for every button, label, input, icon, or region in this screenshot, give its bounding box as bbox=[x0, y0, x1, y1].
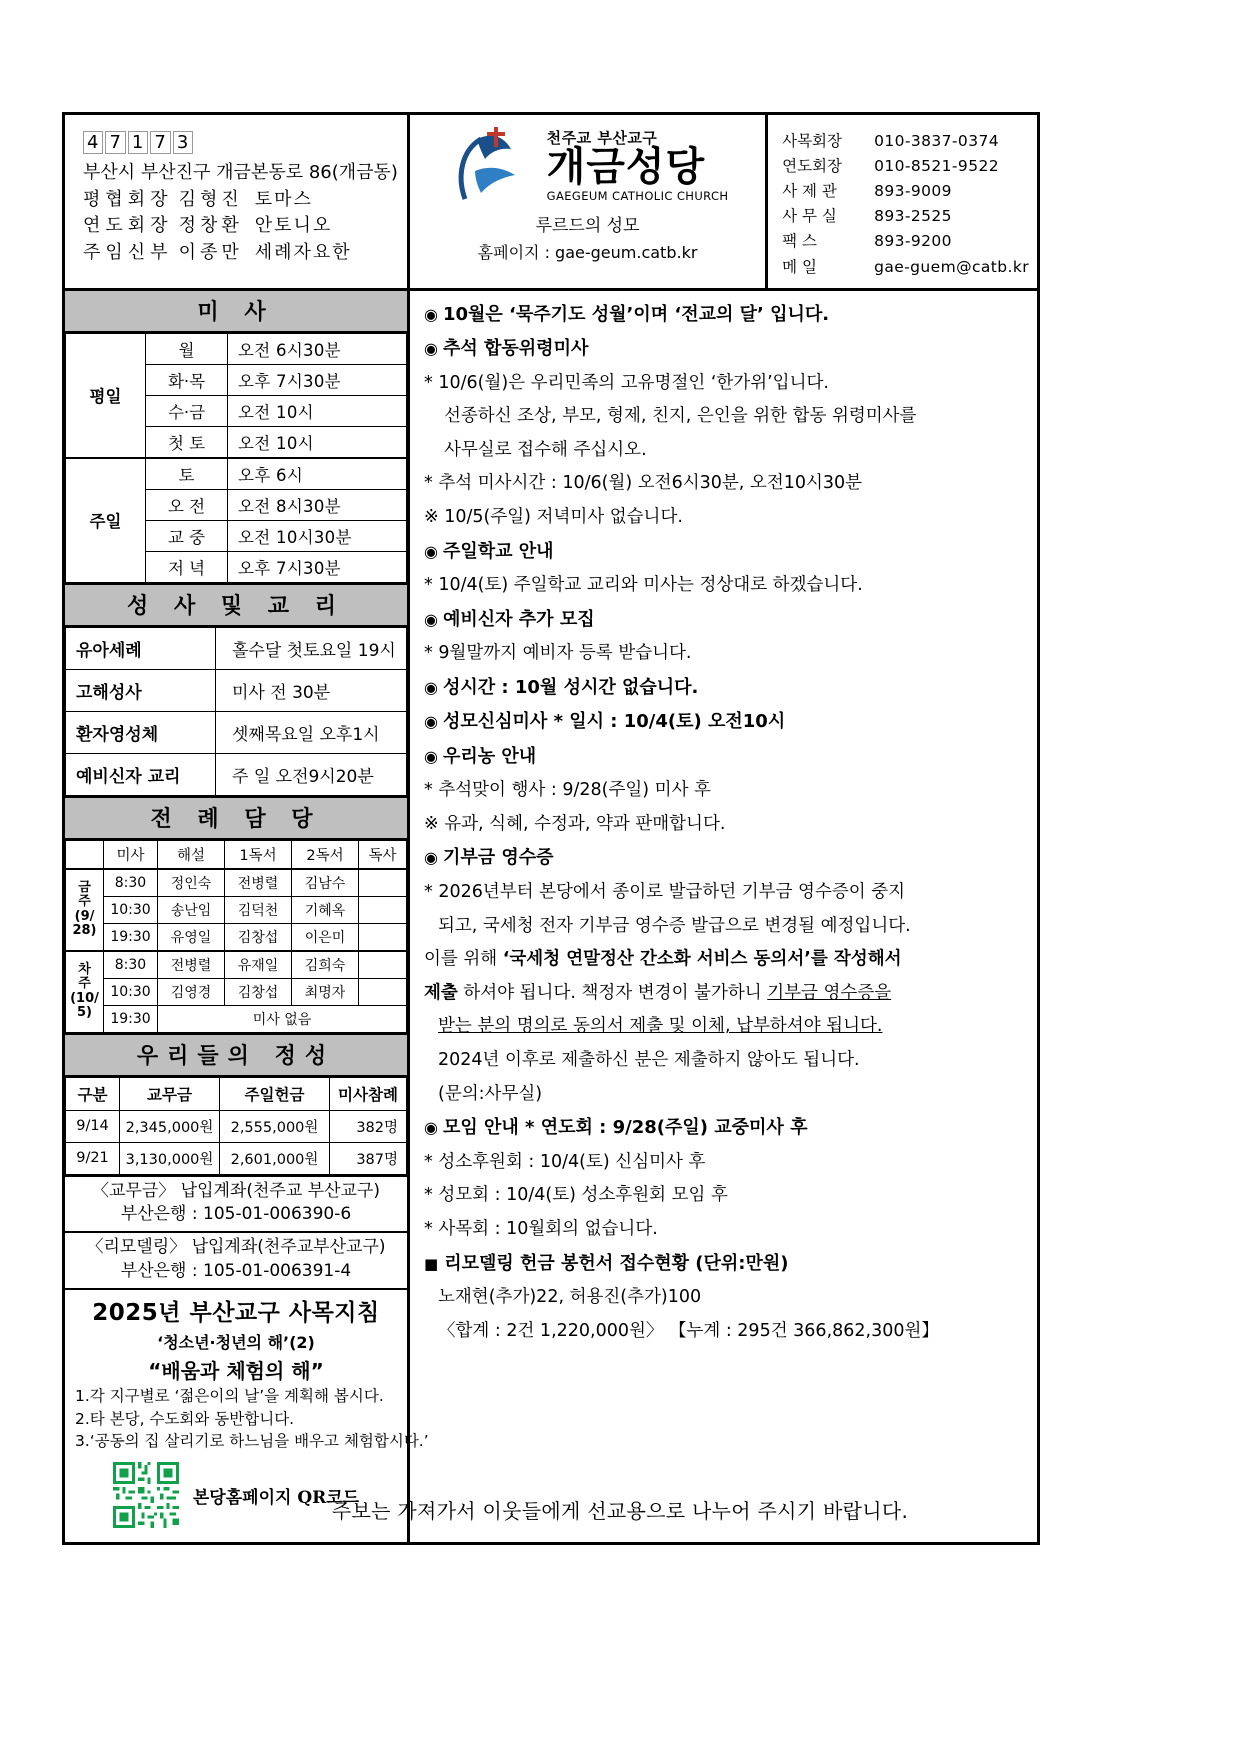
contact-value[interactable]: gae-guem@catb.kr bbox=[874, 257, 1029, 276]
sacrament-label: 유아세례 bbox=[66, 627, 216, 669]
contact-label: 연도회장 bbox=[782, 157, 843, 176]
announcement-text: 추석 합동위령미사 bbox=[442, 338, 589, 360]
star-icon: * bbox=[424, 643, 439, 664]
officer-role: 평협회장 bbox=[83, 188, 173, 210]
announcement-text: 기부금 영수증 bbox=[442, 847, 554, 869]
commentator: 김영경 bbox=[158, 978, 225, 1005]
contact-row bbox=[782, 179, 1029, 204]
announcement-text: 10월은 ‘묵주기도 성월’이며 ‘전교의 달’ 입니다. bbox=[442, 303, 830, 325]
table-header-row bbox=[66, 1077, 407, 1110]
liturgy-roster-table bbox=[65, 840, 407, 1033]
notice-text: 를 작성해서 bbox=[810, 949, 902, 970]
church-logo-icon bbox=[447, 125, 543, 205]
reading1: 김덕천 bbox=[225, 896, 292, 923]
table-row bbox=[66, 896, 407, 923]
commentator: 전병렬 bbox=[158, 951, 225, 979]
contact-value: 010-3837-0374 bbox=[874, 132, 999, 150]
sacrament-value: 셋째목요일 오후1시 bbox=[216, 711, 407, 753]
announcement-item bbox=[424, 301, 1029, 329]
announcement-item bbox=[424, 606, 1029, 634]
table-row bbox=[66, 978, 407, 1005]
bullet-icon: ◉ bbox=[424, 339, 438, 359]
mass-time: 8:30 bbox=[104, 951, 158, 979]
sacraments-section-title: 성 사 및 교 리 bbox=[65, 583, 407, 627]
notice-emphasis: ‘국세청 연말정산 간소화 서비스 동의서’ bbox=[502, 949, 811, 970]
bullet-icon: ◉ bbox=[424, 677, 438, 697]
announcement-text: 추석 미사시간 : 10/6(월) 오전6시30분, 오전10시30분 bbox=[438, 473, 863, 494]
parish-address-block bbox=[65, 115, 410, 288]
mass-time: 오전 10시 bbox=[228, 395, 407, 426]
meeting-item bbox=[424, 1149, 1029, 1177]
notice-underline: 받는 분의 명의로 동의서 제출 및 이체, 납부하셔야 됩니다. bbox=[438, 1016, 883, 1037]
meeting-text: 사목회 : 10월회의 없습니다. bbox=[438, 1219, 658, 1240]
officer-row-0 bbox=[83, 187, 397, 214]
announcement-item: 선종하신 조상, 부모, 형제, 친지, 은인을 위한 합동 위령미사를 bbox=[444, 406, 917, 427]
star-icon: * bbox=[424, 473, 439, 494]
announcement-item bbox=[424, 470, 1029, 498]
mass-time: 19:30 bbox=[104, 923, 158, 951]
mass-time: 오후 7시30분 bbox=[228, 364, 407, 395]
contact-row bbox=[782, 229, 1029, 254]
mass-section-title: 미 사 bbox=[65, 291, 407, 333]
cantor bbox=[359, 896, 407, 923]
receipt-notice-line-4 bbox=[424, 980, 1029, 1008]
bullet-icon: ◉ bbox=[424, 848, 438, 868]
reference-mark-icon: ※ bbox=[424, 813, 445, 834]
contact-row bbox=[782, 129, 1029, 154]
bullet-icon: ◉ bbox=[424, 609, 438, 629]
mass-time: 오전 8시30분 bbox=[228, 489, 407, 520]
patron-name: 루르드의 성모 bbox=[535, 216, 640, 236]
remodeling-title bbox=[424, 1250, 1029, 1278]
announcement-text: 9월말까지 예비자 등록 받습니다. bbox=[438, 643, 692, 664]
guideline-item: 2.타 본당, 수도회와 동반합니다. bbox=[75, 1409, 295, 1428]
officer-row-1 bbox=[83, 213, 397, 240]
dues-account-number: 부산은행 : 105-01-006390-6 bbox=[120, 1204, 352, 1225]
reference-mark-icon: ※ bbox=[424, 507, 445, 528]
mass-day: 교 중 bbox=[146, 520, 228, 551]
mass-time: 오전 10시30분 bbox=[228, 520, 407, 551]
bullet-icon: ◉ bbox=[424, 541, 438, 561]
mass-day: 화·목 bbox=[146, 364, 228, 395]
bulletin-header bbox=[65, 115, 1037, 288]
announcement-item bbox=[424, 504, 1029, 532]
col-attendance: 미사참례 bbox=[330, 1077, 407, 1110]
mass-time: 오전 10시 bbox=[228, 426, 407, 458]
announcement-text: 성모신심미사 * 일시 : 10/4(토) 오전10시 bbox=[442, 711, 786, 733]
street-address: 부산시 부산진구 개금본동로 86(개금동) bbox=[83, 162, 398, 183]
officer-role: 연도회장 bbox=[83, 215, 173, 237]
announcement-text: 10/4(토) 주일학교 교리와 미사는 정상대로 하겠습니다. bbox=[438, 575, 863, 596]
contact-label: 메 일 bbox=[782, 257, 817, 276]
announcement-item bbox=[424, 640, 1029, 668]
col-sunday-offering: 주일헌금 bbox=[220, 1077, 330, 1110]
notice-underline: 기부금 영수증을 bbox=[767, 982, 892, 1003]
contact-value: 893-2525 bbox=[874, 207, 952, 226]
mass-day: 수·금 bbox=[146, 395, 228, 426]
mass-day: 오 전 bbox=[146, 489, 228, 520]
col-cantor: 독사 bbox=[359, 840, 407, 869]
receipt-notice-line-2: 되고, 국세청 전자 기부금 영수증 발급으로 변경될 예정입니다. bbox=[438, 915, 911, 936]
offering-attendance: 382명 bbox=[330, 1110, 407, 1142]
contact-row bbox=[782, 204, 1029, 229]
reading1: 전병렬 bbox=[225, 869, 292, 897]
col-dues: 교무금 bbox=[120, 1077, 220, 1110]
square-bullet-icon: ■ bbox=[424, 1254, 439, 1273]
officer-row-2 bbox=[83, 240, 397, 267]
announcement-text: 주일학교 안내 bbox=[442, 540, 554, 562]
meeting-item bbox=[424, 1182, 1029, 1210]
reading2: 최명자 bbox=[292, 978, 359, 1005]
table-row bbox=[66, 1142, 407, 1174]
notice-emphasis: 제출 bbox=[424, 982, 458, 1003]
receipt-notice-line-1: * 2026년부터 본당에서 종이로 발급하던 기부금 영수증이 중지 bbox=[424, 881, 906, 902]
sacraments-table bbox=[65, 627, 407, 796]
table-row bbox=[66, 333, 407, 364]
offering-dues: 2,345,000원 bbox=[120, 1110, 220, 1142]
announcements-column bbox=[410, 291, 1037, 1542]
table-header-row bbox=[66, 840, 407, 869]
zip-code: 4 7 1 7 3 bbox=[83, 131, 397, 154]
table-row bbox=[66, 458, 407, 490]
meeting-text: 성소후원회 : 10/4(토) 신심미사 후 bbox=[438, 1151, 706, 1172]
announcement-item bbox=[424, 538, 1029, 566]
table-row bbox=[66, 753, 407, 795]
star-icon: * bbox=[424, 372, 439, 393]
col-mass: 미사 bbox=[104, 840, 158, 869]
mass-day: 저 녁 bbox=[146, 551, 228, 582]
cantor bbox=[359, 978, 407, 1005]
next-week-label: 차 주 (10/ 5) bbox=[66, 951, 104, 1033]
announcement-item bbox=[424, 844, 1029, 872]
contact-label: 사 무 실 bbox=[782, 207, 837, 226]
guidelines-subtitle-1: ‘청소년·청년의 해’(2) bbox=[157, 1332, 315, 1352]
star-icon: * bbox=[424, 780, 439, 801]
offering-sunday: 2,601,000원 bbox=[220, 1142, 330, 1174]
sacrament-label: 환자영성체 bbox=[66, 711, 216, 753]
col-week bbox=[66, 840, 104, 869]
cantor bbox=[359, 923, 407, 951]
announcement-text: 우리농 안내 bbox=[442, 745, 537, 767]
offering-sunday: 2,555,000원 bbox=[220, 1110, 330, 1142]
meeting-item bbox=[424, 1216, 1029, 1244]
announcement-text: 추석맞이 행사 : 9/28(주일) 미사 후 bbox=[438, 780, 711, 801]
announcement-text: 10/5(주일) 저녁미사 없습니다. bbox=[444, 507, 683, 528]
guideline-item: 1.각 지구별로 ‘젊은이의 날’을 계획해 봅시다. bbox=[75, 1386, 384, 1405]
table-row bbox=[66, 627, 407, 669]
remodeling-title-text: 리모델링 헌금 봉헌서 접수현황 (단위:만원) bbox=[444, 1252, 789, 1274]
offerings-table bbox=[65, 1077, 407, 1175]
star-icon: * bbox=[424, 1185, 439, 1206]
officer-saint: 세례자요한 bbox=[254, 241, 352, 263]
officer-name: 정창환 bbox=[178, 215, 243, 237]
meeting-text: 모임 안내 * 연도회 : 9/28(주일) 교중미사 후 bbox=[442, 1117, 808, 1139]
reading2: 기혜옥 bbox=[292, 896, 359, 923]
liturgy-section-title: 전 례 담 당 bbox=[65, 796, 407, 840]
announcement-text: 예비신자 추가 모집 bbox=[442, 608, 595, 630]
notice-text: 하셔야 됩니다. 책정자 변경이 불가하니 bbox=[457, 982, 768, 1003]
reading2: 김남수 bbox=[292, 869, 359, 897]
remodeling-account-number: 부산은행 : 105-01-006391-4 bbox=[120, 1261, 352, 1282]
no-mass-note: 미사 없음 bbox=[158, 1005, 407, 1032]
this-week-label: 금 주 (9/ 28) bbox=[66, 869, 104, 951]
receipt-notice-contact: (문의:사무실) bbox=[438, 1083, 543, 1104]
table-row bbox=[66, 1005, 407, 1032]
offering-dues: 3,130,000원 bbox=[120, 1142, 220, 1174]
mass-time: 오후 6시 bbox=[228, 458, 407, 490]
sacrament-label: 고해성사 bbox=[66, 669, 216, 711]
table-row bbox=[66, 869, 407, 897]
sacrament-value: 미사 전 30분 bbox=[216, 669, 407, 711]
contact-value: 893-9009 bbox=[874, 182, 952, 201]
officer-name: 김형진 bbox=[178, 188, 243, 210]
mass-schedule-table bbox=[65, 333, 407, 583]
receipt-notice-line-5 bbox=[424, 1013, 1029, 1041]
mass-day: 토 bbox=[146, 458, 228, 490]
left-column bbox=[65, 291, 429, 1542]
reading1: 김창섭 bbox=[225, 923, 292, 951]
announcement-item bbox=[424, 708, 1029, 736]
weekday-group-label: 평일 bbox=[66, 333, 146, 458]
commentator: 송난임 bbox=[158, 896, 225, 923]
remodeling-donors: 노재현(추가)22, 허용진(추가)100 bbox=[438, 1287, 702, 1308]
meeting-item bbox=[424, 1114, 1029, 1142]
contact-list bbox=[768, 115, 1037, 288]
table-row bbox=[66, 711, 407, 753]
announcement-text: 유과, 식혜, 수정과, 약과 판매합니다. bbox=[444, 813, 726, 834]
offering-date: 9/14 bbox=[66, 1110, 120, 1142]
notice-text: 이를 위해 bbox=[424, 949, 503, 970]
announcement-item bbox=[424, 335, 1029, 363]
receipt-notice-line-6: 2024년 이후로 제출하신 분은 제출하지 않아도 됩니다. bbox=[438, 1050, 860, 1071]
col-date: 구분 bbox=[66, 1077, 120, 1110]
bulletin-footer: 주보는 가져가서 이웃들에게 선교용으로 나누어 주시기 바랍니다. bbox=[331, 1499, 909, 1523]
cantor bbox=[359, 951, 407, 979]
announcement-item bbox=[424, 811, 1029, 839]
commentator: 유영일 bbox=[158, 923, 225, 951]
bullet-icon: ◉ bbox=[424, 1118, 438, 1138]
bullet-icon: ◉ bbox=[424, 304, 438, 324]
bulletin-page bbox=[62, 112, 1040, 1545]
offering-attendance: 387명 bbox=[330, 1142, 407, 1174]
star-icon: * bbox=[424, 1151, 439, 1172]
dues-account-block bbox=[65, 1175, 407, 1234]
guideline-item: 3.‘공동의 집 살리기로 하느님을 배우고 체험합시다.’ bbox=[75, 1432, 429, 1451]
offering-date: 9/21 bbox=[66, 1142, 120, 1174]
sacrament-value: 주 일 오전9시20분 bbox=[216, 753, 407, 795]
star-icon: * bbox=[424, 575, 439, 596]
remodeling-total: 〈합계 : 2건 1,220,000원〉 【누계 : 295건 366,862,300원】 bbox=[438, 1320, 939, 1341]
officer-role: 주임신부 bbox=[83, 241, 173, 263]
announcement-text: 10/6(월)은 우리민족의 고유명절인 ‘한가위’입니다. bbox=[438, 372, 829, 393]
announcement-item bbox=[424, 743, 1029, 771]
bullet-icon: ◉ bbox=[424, 712, 438, 732]
diocese-name: 천주교 부산교구 bbox=[546, 129, 658, 148]
table-row bbox=[66, 951, 407, 979]
table-row bbox=[66, 1110, 407, 1142]
guidelines-title: 2025년 부산교구 사목지침 bbox=[92, 1299, 380, 1326]
reading2: 이은미 bbox=[292, 923, 359, 951]
mass-time: 오전 6시30분 bbox=[228, 333, 407, 364]
contact-value: 893-9200 bbox=[874, 232, 952, 251]
homepage-url[interactable]: 홈페이지 : gae-geum.catb.kr bbox=[477, 243, 698, 262]
officer-saint: 토마스 bbox=[254, 188, 313, 210]
col-reading1: 1독서 bbox=[225, 840, 292, 869]
dues-account-title: 〈교무금〉 납입계좌(천주교 부산교구) bbox=[92, 1180, 380, 1201]
contact-label: 사 제 관 bbox=[782, 182, 837, 201]
announcement-item bbox=[424, 370, 1029, 398]
remodeling-account-block bbox=[65, 1233, 407, 1290]
announcement-item bbox=[424, 572, 1029, 600]
qr-code-label: 본당홈페이지 QR코드 bbox=[192, 1487, 360, 1508]
reading2: 김희숙 bbox=[292, 951, 359, 979]
reading1: 김창섭 bbox=[225, 978, 292, 1005]
mass-day: 첫 토 bbox=[146, 426, 228, 458]
bullet-icon: ◉ bbox=[424, 746, 438, 766]
remodeling-account-title: 〈리모델링〉 납입계좌(천주교부산교구) bbox=[86, 1237, 386, 1258]
announcement-item bbox=[424, 777, 1029, 805]
mass-day: 월 bbox=[146, 333, 228, 364]
col-reading2: 2독서 bbox=[292, 840, 359, 869]
table-row bbox=[66, 669, 407, 711]
mass-time: 10:30 bbox=[104, 896, 158, 923]
contact-label: 사목회장 bbox=[782, 132, 843, 150]
cantor bbox=[359, 869, 407, 897]
contact-row bbox=[782, 154, 1029, 179]
guidelines-subtitle-2: “배움과 체험의 해” bbox=[148, 1358, 324, 1383]
commentator: 정인숙 bbox=[158, 869, 225, 897]
announcement-text: 성시간 : 10월 성시간 없습니다. bbox=[442, 676, 699, 698]
mass-time: 19:30 bbox=[104, 1005, 158, 1032]
mass-time: 오후 7시30분 bbox=[228, 551, 407, 582]
offerings-section-title: 우리들의 정성 bbox=[65, 1033, 407, 1077]
officer-saint: 안토니오 bbox=[254, 215, 333, 237]
church-name: 개금성당 bbox=[546, 144, 706, 191]
announcement-item: 사무실로 접수해 주십시오. bbox=[444, 439, 647, 460]
table-row bbox=[66, 923, 407, 951]
col-commentator: 해설 bbox=[158, 840, 225, 869]
announcement-item bbox=[424, 674, 1029, 702]
contact-value: 010-8521-9522 bbox=[874, 157, 999, 176]
contact-label: 팩 스 bbox=[782, 232, 817, 251]
receipt-notice-line-3 bbox=[424, 946, 1029, 974]
meeting-text: 성모회 : 10/4(토) 성소후원회 모임 후 bbox=[438, 1185, 728, 1206]
sacrament-label: 예비신자 교리 bbox=[66, 753, 216, 795]
officer-name: 이종만 bbox=[178, 241, 243, 263]
mass-time: 10:30 bbox=[104, 978, 158, 1005]
star-icon: * bbox=[424, 1219, 439, 1240]
parish-logo-block bbox=[410, 115, 768, 288]
reading1: 유재일 bbox=[225, 951, 292, 979]
church-name-english: GAEGEUM CATHOLIC CHURCH bbox=[546, 188, 729, 203]
sunday-group-label: 주일 bbox=[66, 458, 146, 583]
mass-time: 8:30 bbox=[104, 869, 158, 897]
contact-row bbox=[782, 255, 1029, 280]
sacrament-value: 홀수달 첫토요일 19시 bbox=[216, 627, 407, 669]
